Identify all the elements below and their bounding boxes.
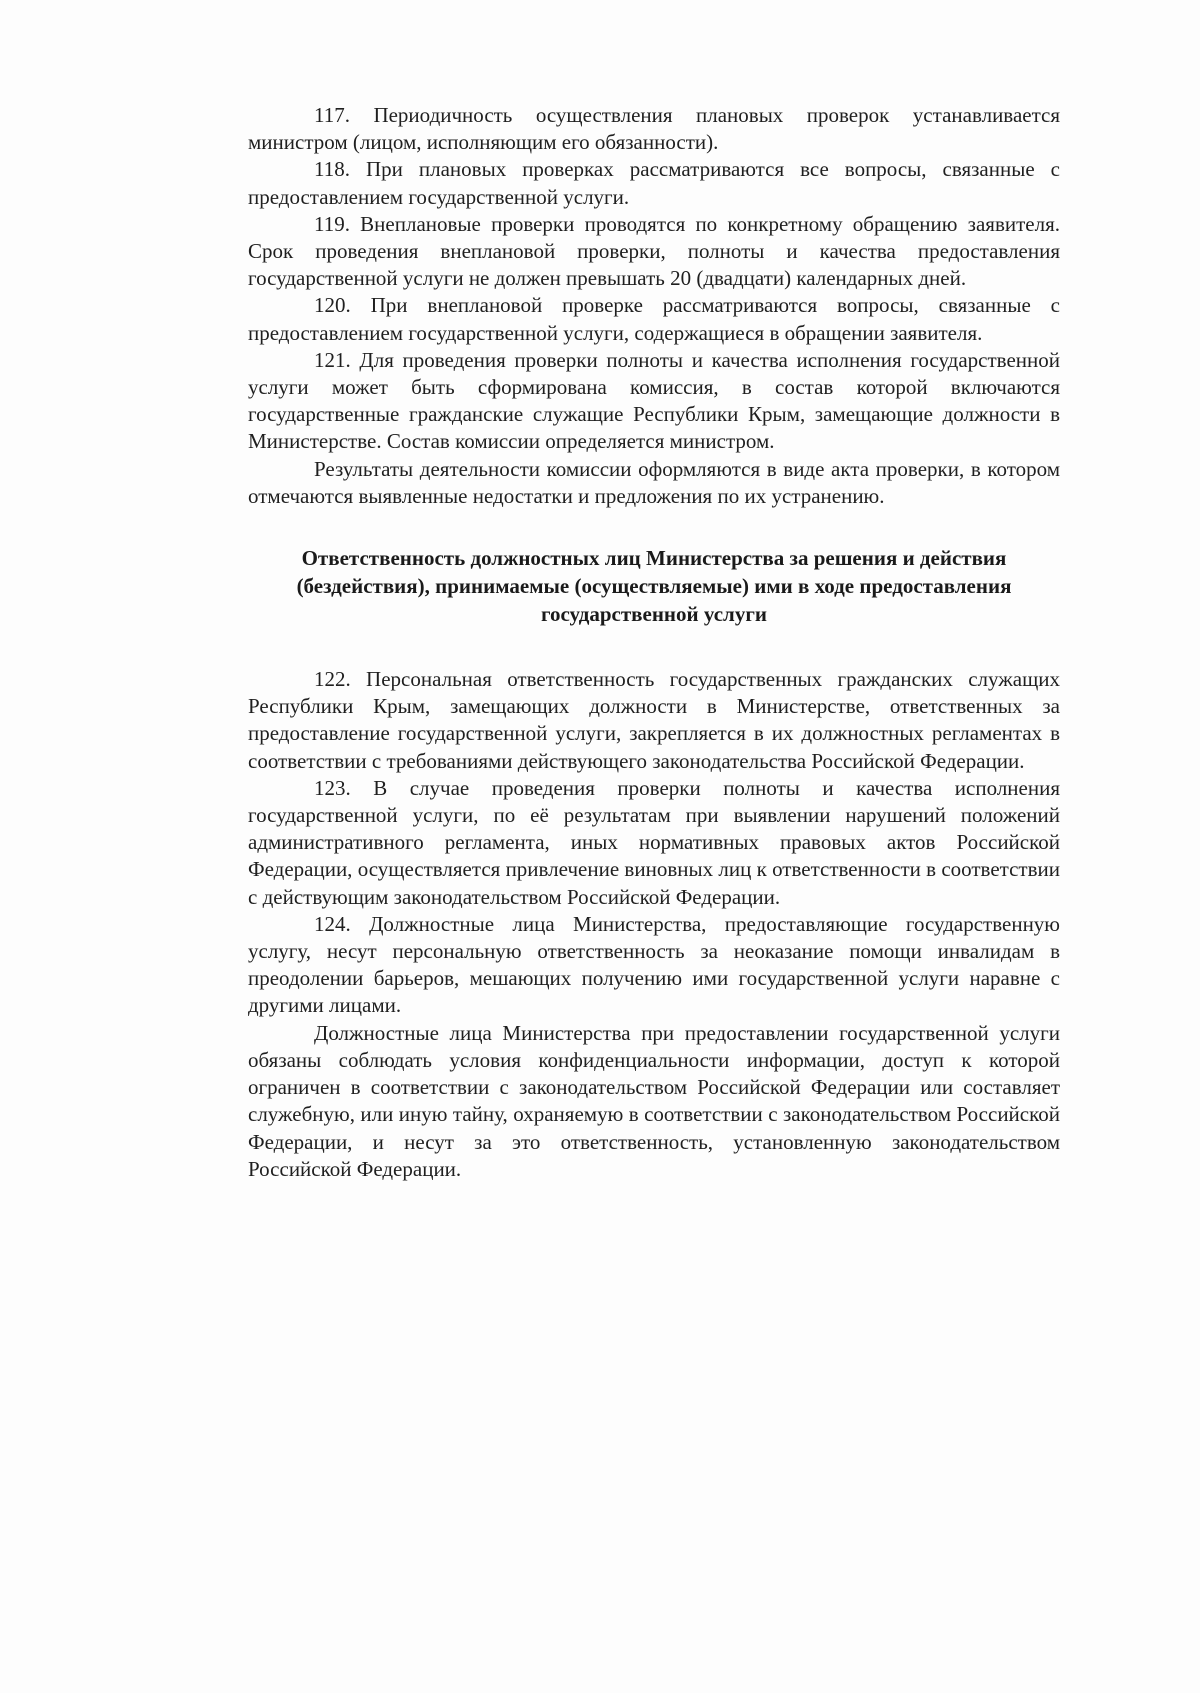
paragraph-118: 118. При плановых проверках рассматриваются все вопросы, связанные с предоставлением государственной услуги. <box>248 157 1060 209</box>
paragraph-121: 121. Для проведения проверки полноты и качества исполнения государственной услуги может быть сформирована комиссия, в состав которой включаются государственные гражданские служащие Республики Крым, замещающие должности в Министерстве. Состав комиссии определяется министром. <box>248 347 1060 454</box>
paragraph-119: 119. Внеплановые проверки проводятся по конкретному обращению заявителя. Срок проведения внеплановой проверки, полноты и качества предоставления государственной услуги не должен превышать 20 (двадцати) календарных дней. <box>248 211 1060 291</box>
paragraph-122: 122. Персональная ответственность государственных гражданских служащих Республики Крым, замещающих должности в Министерстве, ответственных за предоставление государственной услуги, закрепляется в их должностных регламентах в соответствии с требованиями действующего законодательства Российской Федерации. <box>248 667 1060 773</box>
paragraph-120: 120. При внеплановой проверке рассматриваются вопросы, связанные с предоставлением государственной услуги, содержащиеся в обращении заявителя. <box>248 293 1060 345</box>
document-body <box>248 102 1060 1183</box>
paragraph-commission-results: Результаты деятельности комиссии оформляются в виде акта проверки, в котором отмечаются выявленные недостатки и предложения по их устранению. <box>248 456 1060 508</box>
section-heading-responsibility: Ответственность должностных лиц Министерства за решения и действия (бездействия), принимаемые (осуществляемые) ими в ходе предоставления государственной услуги <box>296 546 1012 627</box>
paragraph-117: 117. Периодичность осуществления плановых проверок устанавливается министром (лицом, исполняющим его обязанности). <box>248 103 1060 155</box>
paragraph-124: 124. Должностные лица Министерства, предоставляющие государственную услугу, несут персональную ответственность за неоказание помощи инвалидам в преодолении барьеров, мешающих получению ими государственной услуги наравне с другими лицами. <box>248 911 1060 1018</box>
paragraph-confidentiality: Должностные лица Министерства при предоставлении государственной услуги обязаны соблюдать условия конфиденциальности информации, доступ к которой ограничен в соответствии с законодательством Российской Федерации или составляет служебную, или иную тайну, охраняемую в соответствии с законодательством Российской Федерации, и несут за это ответственность, установленную законодательством Российской Федерации. <box>248 1020 1060 1181</box>
paragraph-123: 123. В случае проведения проверки полноты и качества исполнения государственной услуги, по её результатам при выявлении нарушений положений административного регламента, иных нормативных правовых актов Российской Федерации, осуществляется привлечение виновных лиц к ответственности в соответствии с действующим законодательством Российской Федерации. <box>248 775 1060 909</box>
